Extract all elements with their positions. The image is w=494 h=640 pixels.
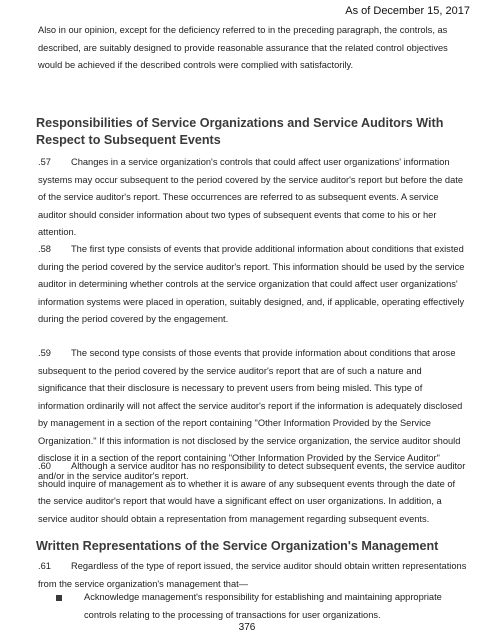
paragraph-number: .57 <box>38 157 51 167</box>
section-heading-written-representations: Written Representations of the Service Organization's Management <box>36 539 439 553</box>
paragraph-text: Regardless of the type of report issued, the service auditor should obtain written representations from the service organization's management that— <box>38 561 467 589</box>
paragraph-text: The second type consists of those events that provide information about conditions that arose subsequent to the period covered by the service auditor's report that are of such a nature and significance that their disclosure is necessary to prevent users from being misled. This type of information ordinarily will not affect the service auditor's report if the information is adequately disclosed by management in a section of the report containing "Other Information Provided by the Service Organization." If this information is not disclosed by the service organization, the service auditor should disclose it in a section of the report containing "Other Information Provided by the Service Auditor" and/or in the service auditor's report. <box>38 348 463 481</box>
paragraph-57 <box>38 154 468 242</box>
paragraph-60 <box>38 458 468 528</box>
bullet-item: Acknowledge management's responsibility for establishing and maintaining appropriate controls relating to the processing of transactions for user organizations. <box>84 592 442 620</box>
paragraph-58 <box>38 241 468 329</box>
bullet-marker <box>56 595 62 601</box>
page-number: 376 <box>238 622 256 633</box>
page-header-date: As of December 15, 2017 <box>345 5 470 17</box>
intro-paragraph: Also in our opinion, except for the deficiency referred to in the preceding paragraph, the controls, as described, are suitably designed to provide reasonable assurance that the related control objectives would be achieved if the described controls were complied with satisfactorily. <box>38 25 448 70</box>
paragraph-number: .58 <box>38 244 51 254</box>
paragraph-text: The first type consists of events that provide additional information about conditions that existed during the period covered by the service auditor's report. This information should be used by the service auditor in determining whether controls at the service organization that could affect user organizations' information systems were placed in operation, suitably designed, and, if applicable, operating effectively during the period covered by the engagement. <box>38 244 465 324</box>
paragraph-number: .60 <box>38 461 51 471</box>
paragraph-61 <box>38 558 468 593</box>
paragraph-number: .61 <box>38 561 51 571</box>
paragraph-text: Although a service auditor has no responsibility to detect subsequent events, the service auditor should inquire of management as to whether it is aware of any subsequent events through the date of the service auditor's report that would have a significant effect on user organizations. In addition, a service auditor should obtain a representation from management regarding subsequent events. <box>38 461 466 524</box>
paragraph-number: .59 <box>38 348 51 358</box>
section-heading-subsequent-events: Responsibilities of Service Organizations and Service Auditors With Respect to Subsequent Events <box>36 116 444 147</box>
paragraph-text: Changes in a service organization's controls that could affect user organizations' information systems may occur subsequent to the period covered by the service auditor's report but before the date of the service auditor's report. These occurrences are referred to as subsequent events. A service auditor should consider information about two types of subsequent events that come to his or her attention. <box>38 157 464 237</box>
